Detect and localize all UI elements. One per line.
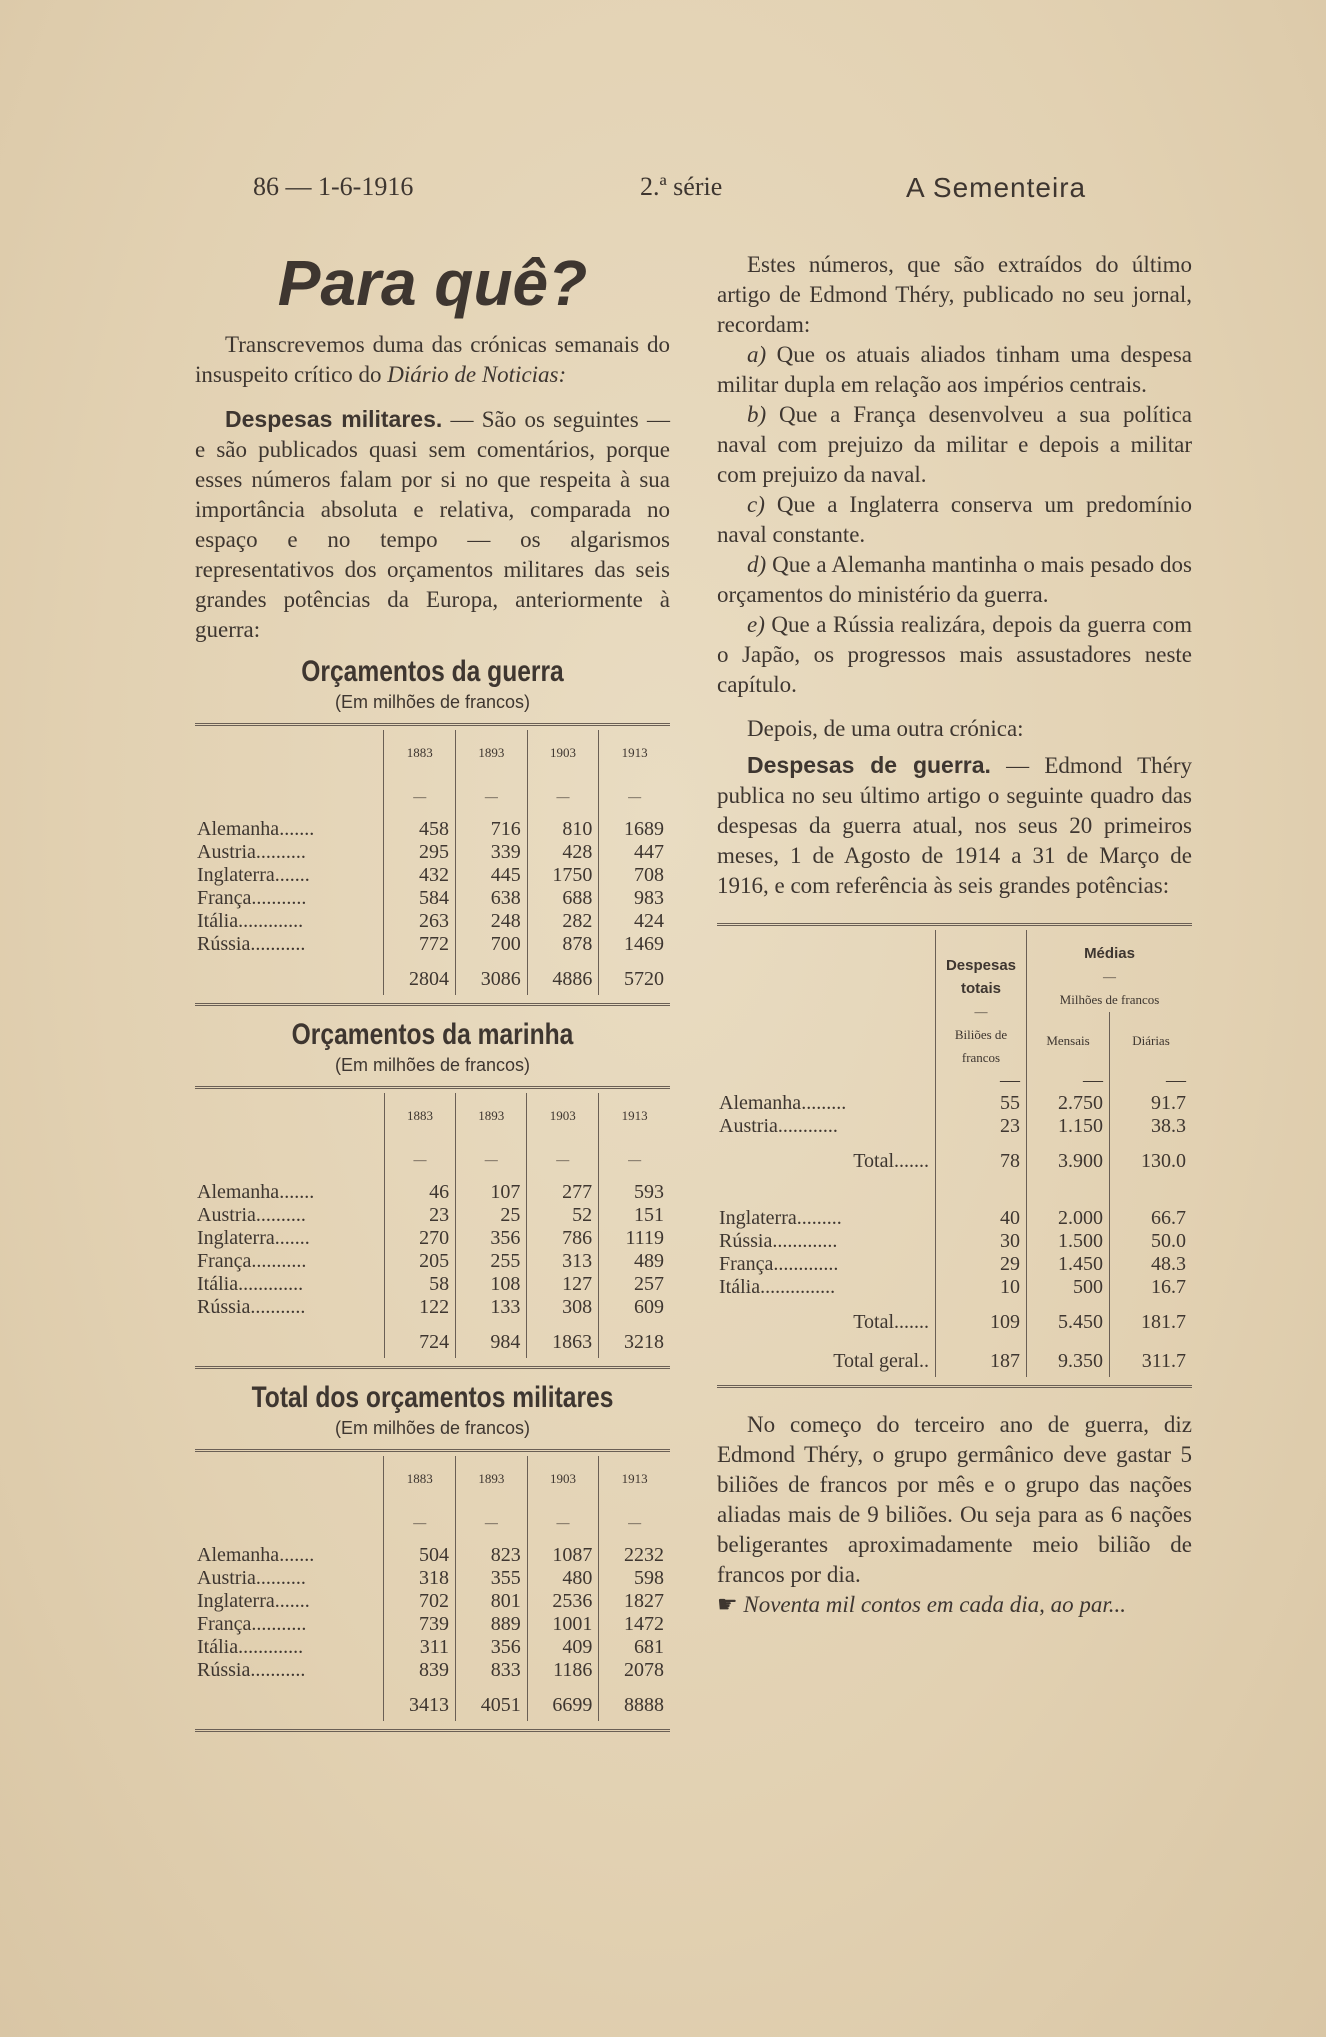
intro-paragraph xyxy=(195,330,670,390)
col-total-header: Despesas totais xyxy=(945,957,1017,997)
year-header: 1893 xyxy=(456,730,528,774)
section-heading: Despesas de guerra. xyxy=(747,752,991,778)
table-rule xyxy=(195,1366,670,1369)
year-header: 1913 xyxy=(599,730,670,774)
table-row: Rússia........... 772 700 878 1469 xyxy=(195,933,670,956)
year-header: 1883 xyxy=(384,730,456,774)
table-row: França............. 29 1.450 48.3 xyxy=(717,1253,1192,1276)
section-heading: Despesas militares. xyxy=(225,406,443,432)
journal-name: A Sementeira xyxy=(906,172,1087,203)
table-total-row: 724 984 1863 3218 xyxy=(195,1319,670,1358)
table-subtitle: (Em milhões de francos) xyxy=(334,1055,531,1075)
table-row: Alemanha....... 504 823 1087 2232 xyxy=(195,1544,670,1567)
intro-text: Transcrevemos duma das crónicas semanais do insuspeito crítico do xyxy=(195,332,670,387)
series-label: 2.ª série xyxy=(640,172,723,201)
table-title: Total dos orçamentos militares xyxy=(251,1381,614,1414)
navy-budget-table-block xyxy=(195,1020,670,1369)
table-rule xyxy=(195,1003,670,1006)
grand-total-row: Total geral.. 187 9.350 311.7 xyxy=(717,1338,1192,1377)
pointing-hand-icon: ☛ xyxy=(717,1592,744,1617)
table-title: Orçamentos da marinha xyxy=(291,1018,574,1051)
table-row: Inglaterra....... 432 445 1750 708 xyxy=(195,864,670,887)
col-monthly: Mensais xyxy=(1027,1012,1110,1069)
other-chronicle-intro: Depois, de uma outra crónica: xyxy=(747,716,1024,741)
right-column xyxy=(717,250,1192,1620)
section-text: — Edmond Théry publica no seu último artigo o seguinte quadro das despesas da guerra atual, nos seus 20 primeiros meses, 1 de Agosto de 1914 a 31 de Março de 1916, e com referência às seis grandes potências: xyxy=(717,753,1192,898)
table-row: Alemanha......... 55 2.750 91.7 xyxy=(717,1092,1192,1115)
third-year-paragraph: No começo do terceiro ano de guerra, diz Edmond Théry, o grupo germânico deve gastar 5 biliões de francos por mês e o grupo das nações aliadas mais de 9 biliões. Ou seja para as 6 nações beligerantes aproximadamente meio bilião de francos por dia. xyxy=(717,1412,1192,1587)
table-total-row: 2804 3086 4886 5720 xyxy=(195,956,670,995)
war-expenses-table: Despesas totais — Biliões de francos Médias — Milhões de francos Mensais Diárias — — — Alemanha......... 55 2.750 91.7 Austria............ 23 1.150 38.3 Total....... 78 3.900 130.0 Inglaterra......... 40 2.000 66.7 Rússia............. 30 1.500 50.0 França............. 29 1.450 48.3 Itália............... 10 500 16.7 Total....... 109 5.450 181.7 Total geral.. 187 9.350 311.7 xyxy=(717,930,1192,1377)
table-row: Itália............... 10 500 16.7 xyxy=(717,1276,1192,1299)
year-header: 1893 xyxy=(456,1093,527,1137)
table-rule xyxy=(195,1449,670,1456)
table-row: Alemanha....... 458 716 810 1689 xyxy=(195,818,670,841)
year-header: 1903 xyxy=(527,1093,599,1137)
total-budget-table: 1883 1893 1903 1913 — — — — Alemanha....... 504 823 1087 2232 Austria.......... 318 355 480 598 Inglaterra....... 702 801 2536 1827 França........... 739 889 1001 1472 Itália............. 311 356 409 681 Rússia........... 839 833 1186 2078 3413 4051 6699 8888 xyxy=(195,1456,670,1721)
closing-line: ☛ Noventa mil contos em cada dia, ao par... xyxy=(717,1592,1127,1617)
table-row: França........... 739 889 1001 1472 xyxy=(195,1613,670,1636)
col-daily: Diárias xyxy=(1110,1012,1193,1069)
point-c: c) Que a Inglaterra conserva um predomínio naval constante. xyxy=(717,492,1192,547)
year-header: 1893 xyxy=(456,1456,528,1500)
year-header: 1903 xyxy=(527,1456,599,1500)
war-budget-table: 1883 1893 1903 1913 — — — — Alemanha....... 458 716 810 1689 Austria.......... 295 339 428 447 Inglaterra....... 432 445 1750 708 França........... 584 638 688 983 Itália............. 263 248 282 424 Rússia........... 772 700 878 1469 2804 3086 4886 5720 xyxy=(195,730,670,995)
table-rule xyxy=(195,723,670,730)
navy-budget-table: 1883 1893 1903 1913 — — — — Alemanha....... 46 107 277 593 Austria.......... 23 25 52 151 Inglaterra....... 270 356 786 1119 França........... 205 255 313 489 Itália............. 58 108 127 257 Rússia........... 122 133 308 609 724 984 1863 3218 xyxy=(195,1093,670,1358)
point-d: d) Que a Alemanha mantinha o mais pesado dos orçamentos do ministério da guerra. xyxy=(717,552,1192,607)
total-budget-table-block xyxy=(195,1383,670,1732)
table-row: Inglaterra......... 40 2.000 66.7 xyxy=(717,1207,1192,1230)
left-column xyxy=(195,248,670,1732)
table-row: Inglaterra....... 270 356 786 1119 xyxy=(195,1227,670,1250)
war-budget-table-block xyxy=(195,657,670,1006)
table-subtitle: (Em milhões de francos) xyxy=(334,692,531,712)
year-header: 1883 xyxy=(384,1456,456,1500)
col-avg-unit: Milhões de francos xyxy=(1059,992,1160,1007)
year-header: 1883 xyxy=(384,1093,455,1137)
table-rule xyxy=(717,923,1192,930)
numbers-paragraph: Estes números, que são extraídos do último artigo de Edmond Théry, publicado no seu jornal, recordam: xyxy=(717,252,1192,337)
military-expenses-paragraph xyxy=(195,404,670,645)
subtotal-row: Total....... 109 5.450 181.7 xyxy=(717,1299,1192,1338)
table-row: Inglaterra....... 702 801 2536 1827 xyxy=(195,1590,670,1613)
table-subtitle: (Em milhões de francos) xyxy=(334,1418,531,1438)
section-text: — São os seguintes — e são publicados quasi sem comentários, porque esses números falam por si no que respeita à sua importância absoluta e relativa, comparada no espaço e no tempo — os algarismos representativos dos orçamentos militares das seis grandes potências da Europa, anteriormente à guerra: xyxy=(195,407,670,642)
table-row: Austria.......... 23 25 52 151 xyxy=(195,1204,670,1227)
year-header: 1903 xyxy=(527,730,599,774)
intro-source: Diário de Noticias: xyxy=(387,362,567,387)
point-a: a) Que os atuais aliados tinham uma despesa militar dupla em relação aos impérios centrais. xyxy=(717,342,1192,397)
col-total-unit: Biliões de francos xyxy=(954,1027,1008,1065)
table-total-row: 3413 4051 6699 8888 xyxy=(195,1682,670,1721)
table-row: Rússia............. 30 1.500 50.0 xyxy=(717,1230,1192,1253)
table-rule xyxy=(717,1385,1192,1388)
point-b: b) Que a França desenvolveu a sua política naval com prejuizo da militar e depois a militar com prejuizo da naval. xyxy=(717,402,1192,487)
subtotal-row: Total....... 78 3.900 130.0 xyxy=(717,1138,1192,1177)
war-expenses-paragraph xyxy=(717,750,1192,901)
table-title: Orçamentos da guerra xyxy=(301,655,564,688)
table-row: Alemanha....... 46 107 277 593 xyxy=(195,1181,670,1204)
table-row: Austria.......... 318 355 480 598 xyxy=(195,1567,670,1590)
point-e: e) Que a Rússia realizára, depois da guerra com o Japão, os progressos mais assustadores neste capítulo. xyxy=(717,612,1192,697)
table-rule xyxy=(195,1729,670,1732)
year-header: 1913 xyxy=(599,1093,670,1137)
table-row: Rússia........... 839 833 1186 2078 xyxy=(195,1659,670,1682)
table-rule xyxy=(195,1086,670,1093)
table-row: Austria............ 23 1.150 38.3 xyxy=(717,1115,1192,1138)
table-row: França........... 205 255 313 489 xyxy=(195,1250,670,1273)
table-row: Rússia........... 122 133 308 609 xyxy=(195,1296,670,1319)
table-row: Itália............. 58 108 127 257 xyxy=(195,1273,670,1296)
page-number-date: 86 — 1-6-1916 xyxy=(253,172,414,201)
col-avg-header: Médias xyxy=(1084,945,1135,962)
table-row: França........... 584 638 688 983 xyxy=(195,887,670,910)
article-title: Para quê? xyxy=(277,247,588,319)
table-row: Itália............. 311 356 409 681 xyxy=(195,1636,670,1659)
year-header: 1913 xyxy=(599,1456,670,1500)
table-row: Austria.......... 295 339 428 447 xyxy=(195,841,670,864)
table-row: Itália............. 263 248 282 424 xyxy=(195,910,670,933)
